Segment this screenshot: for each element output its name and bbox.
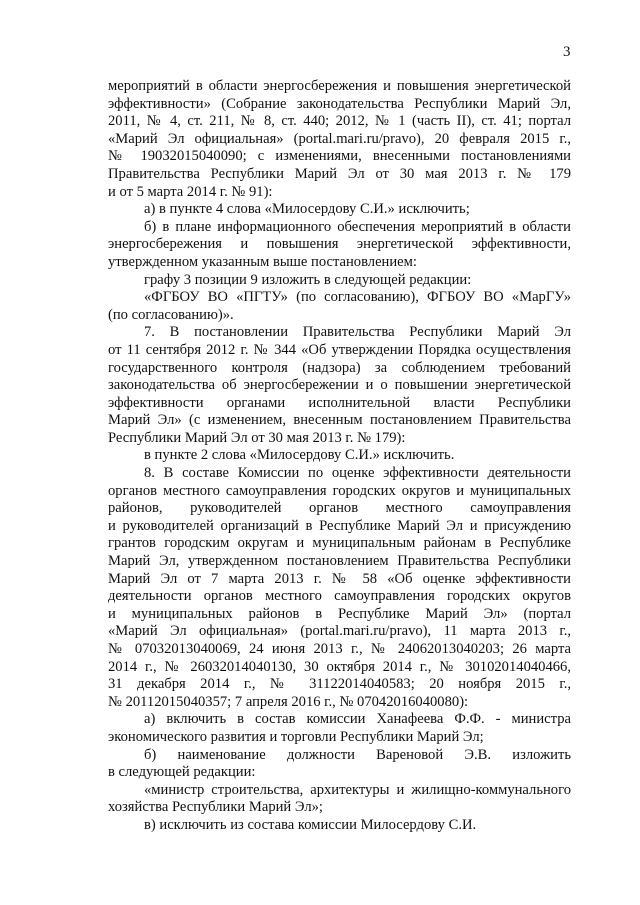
text-line: эффективности» (Собрание законодательства Республики Марий Эл,: [108, 95, 571, 112]
text-line: государственного контроля (надзора) за соблюдением требований: [108, 359, 571, 376]
text-line: районов, руководителей органов местного самоуправления: [108, 500, 571, 517]
text-line: 7. В постановлении Правительства Республики Марий Эл: [144, 324, 571, 341]
text-line: Марий Эл, утвержденном постановлением Правительства Республики: [108, 553, 571, 570]
text-line: экономического развития и торговли Республики Марий Эл;: [108, 728, 484, 745]
text-line: № 20112015040357; 7 апреля 2016 г., № 07042016040080):: [108, 693, 469, 710]
text-line: а) в пункте 4 слова «Милосердову С.И.» исключить;: [144, 201, 470, 218]
text-line: хозяйства Республики Марий Эл»;: [108, 799, 323, 816]
text-line: от 11 сентября 2012 г. № 344 «Об утверждении Порядка осуществления: [108, 341, 571, 358]
text-line: в следующей редакции:: [108, 764, 256, 781]
text-line: «Марий Эл официальная» (portal.mari.ru/pravo), 11 марта 2013 г.,: [108, 623, 571, 640]
text-line: б) наименование должности Вареновой Э.В. изложить: [144, 746, 571, 763]
text-line: 2011, № 4, ст. 211, № 8, ст. 440; 2012, № 1 (часть II), ст. 41; портал: [108, 113, 571, 130]
text-line: 31 декабря 2014 г., № 31122014040583; 20 ноября 2015 г.,: [108, 676, 571, 693]
text-line: Марий Эл» (с изменением, внесенным постановлением Правительства: [108, 412, 571, 429]
text-line: энергосбережения и повышения энергетической эффективности,: [108, 236, 571, 253]
text-line: в пункте 2 слова «Милосердову С.И.» исключить.: [144, 447, 455, 464]
text-line: эффективности органами исполнительной власти Республики: [108, 394, 571, 411]
text-line: и муниципальных районов в Республике Марий Эл» (портал: [108, 605, 571, 622]
text-line: «Марий Эл официальная» (portal.mari.ru/pravo), 20 февраля 2015 г.,: [108, 130, 571, 147]
text-line: законодательства об энергосбережении и о повышении энергетической: [108, 377, 571, 394]
text-line: органов местного самоуправления городских округов и муниципальных: [108, 482, 571, 499]
text-line: 2014 г., № 26032014040130, 30 октября 2014 г., № 30102014040466,: [108, 658, 571, 675]
page-number: 3: [563, 44, 571, 60]
text-line: графу 3 позиции 9 изложить в следующей редакции:: [144, 271, 472, 288]
text-line: № 07032013040069, 24 июня 2013 г., № 24062013040203; 26 марта: [108, 641, 571, 657]
text-line: Республики Марий Эл от 30 мая 2013 г. № 179):: [108, 429, 406, 446]
text-line: мероприятий в области энергосбережения и повышения энергетической: [108, 78, 571, 94]
text-line: № 19032015040090; с изменениями, внесенными постановлениями: [108, 148, 571, 165]
text-line: (по согласованию)».: [108, 306, 234, 323]
text-line: Марий Эл от 7 марта 2013 г. № 58 «Об оценке эффективности: [108, 570, 571, 587]
text-line: утвержденном указанным выше постановлением:: [108, 253, 417, 270]
text-line: б) в плане информационного обеспечения мероприятий в области: [144, 218, 571, 235]
text-line: деятельности органов местного самоуправления городских округов: [108, 588, 571, 605]
text-line: в) исключить из состава комиссии Милосердову С.И.: [144, 816, 477, 833]
text-line: а) включить в состав комиссии Ханафеева Ф.Ф. - министра: [144, 711, 571, 728]
text-line: грантов городским округам и муниципальным районам в Республике: [108, 535, 571, 552]
text-line: и от 5 марта 2014 г. № 91):: [108, 183, 273, 200]
text-line: 8. В составе Комиссии по оценке эффективности деятельности: [144, 465, 571, 482]
text-line: «ФГБОУ ВО «ПГТУ» (по согласованию), ФГБОУ ВО «МарГУ»: [144, 289, 571, 306]
text-line: «министр строительства, архитектуры и жилищно-коммунального: [144, 781, 571, 798]
document-body: [108, 78, 571, 835]
text-line: и руководителей организаций в Республике Марий Эл и присуждению: [108, 517, 571, 534]
text-line: Правительства Республики Марий Эл от 30 мая 2013 г. № 179: [108, 165, 571, 182]
